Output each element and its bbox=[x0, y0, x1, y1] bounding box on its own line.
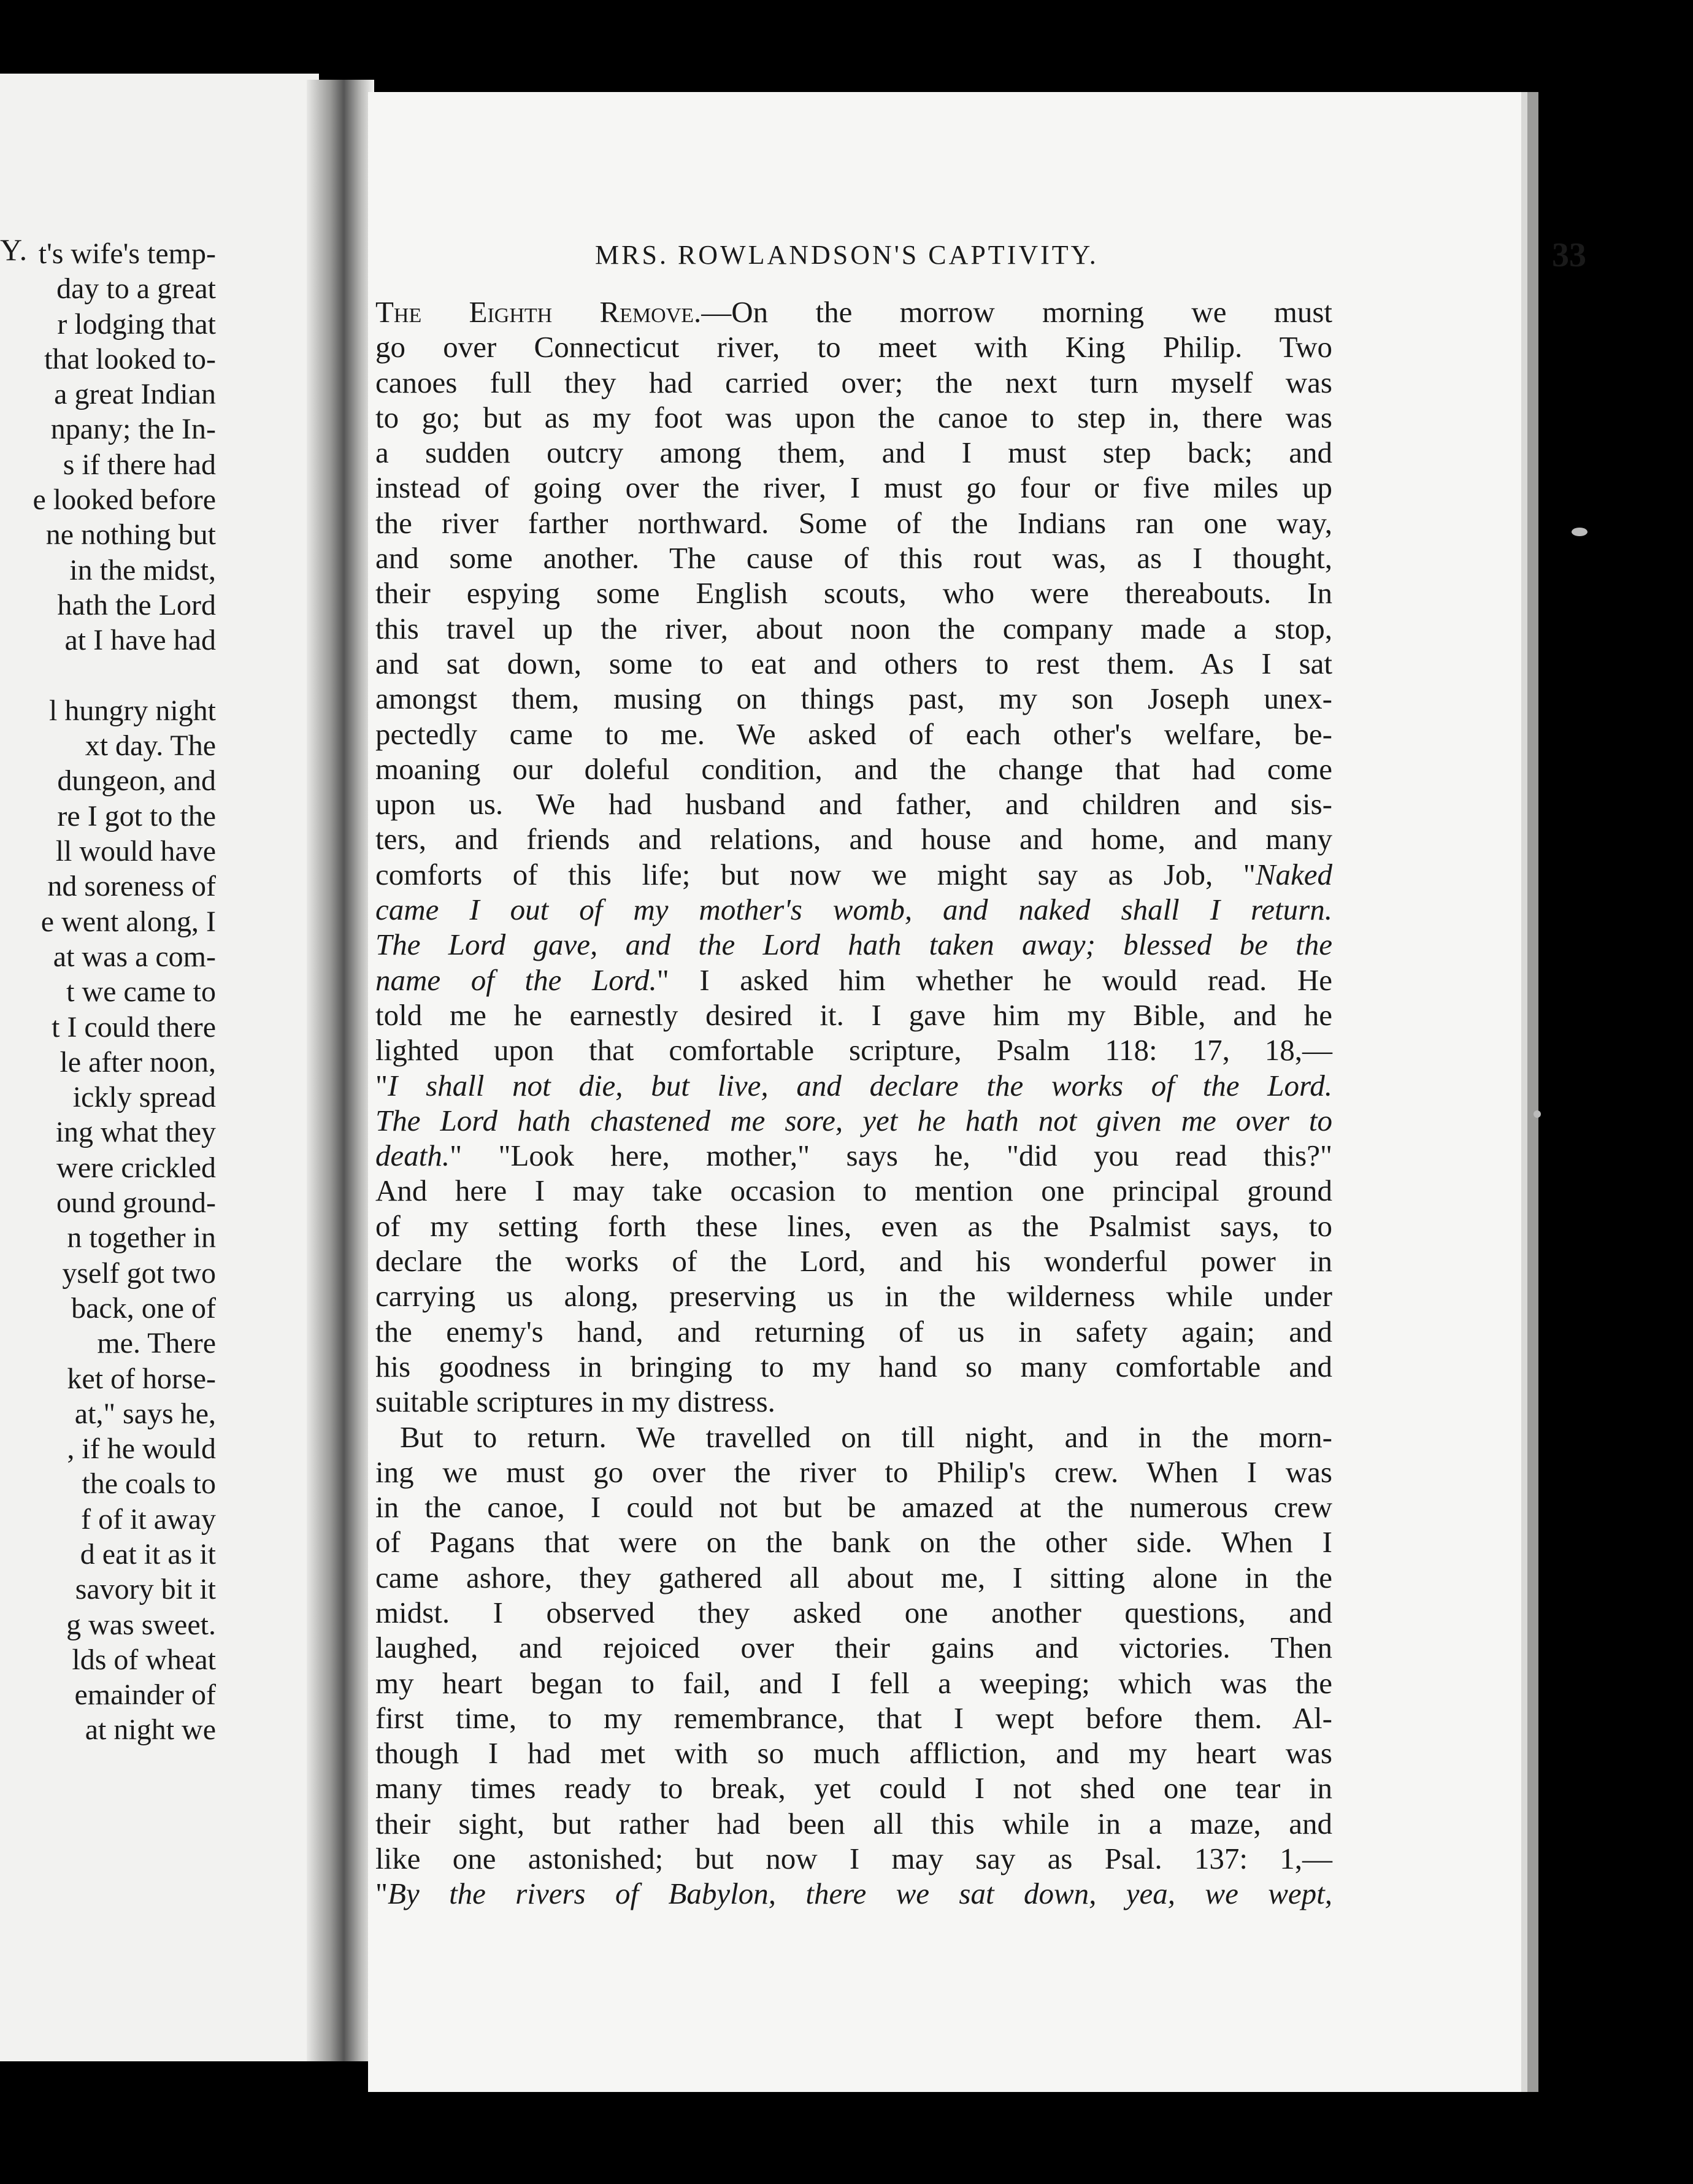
italic-run: name of the Lord. bbox=[375, 963, 657, 997]
left-page-line: le after noon, bbox=[60, 1045, 216, 1079]
text-run: my heart began to fail, and I fell a weeping; which was the bbox=[375, 1666, 1332, 1700]
left-page-line: the coals to bbox=[82, 1467, 216, 1501]
text-run: in the canoe, I could not but be amazed at the numerous crew bbox=[375, 1490, 1332, 1525]
left-page-line: ne nothing but bbox=[45, 518, 216, 552]
text-run: go over Connecticut river, to meet with King Philip. Two bbox=[375, 330, 1332, 364]
text-run: comforts of this life; but now we might say as Job, " bbox=[375, 857, 1256, 891]
text-line bbox=[375, 1560, 1332, 1595]
left-page-line: me. There bbox=[97, 1327, 216, 1360]
text-run: their espying some English scouts, who were thereabouts. In bbox=[375, 576, 1332, 610]
text-run: —On the morrow morning we must bbox=[701, 295, 1333, 329]
text-run: many times ready to break, yet could I not shed one tear in bbox=[375, 1771, 1332, 1805]
text-run: pectedly came to me. We asked of each other's welfare, be- bbox=[375, 717, 1332, 751]
left-page-line: day to a great bbox=[56, 272, 216, 306]
left-page-line: xt day. The bbox=[85, 729, 216, 763]
text-run: this travel up the river, about noon the company made a stop, bbox=[375, 611, 1332, 645]
text-line bbox=[375, 1314, 1332, 1349]
book-gutter bbox=[307, 80, 374, 2061]
text-line bbox=[375, 927, 1332, 962]
text-run: " I asked him whether he would read. He bbox=[656, 963, 1333, 997]
text-line bbox=[375, 611, 1332, 646]
text-line bbox=[375, 998, 1332, 1032]
text-run: told me he earnestly desired it. I gave him my Bible, and he bbox=[375, 998, 1332, 1032]
left-page-line: emainder of bbox=[74, 1678, 216, 1712]
italic-run: came I out of my mother's womb, and naked shall I return. bbox=[375, 893, 1332, 927]
left-page-line: lds of wheat bbox=[72, 1643, 216, 1676]
left-page-line: t's wife's temp- bbox=[38, 237, 216, 270]
text-run: laughed, and rejoiced over their gains and victories. Then bbox=[375, 1631, 1332, 1665]
left-page-text bbox=[0, 236, 216, 1748]
body-text bbox=[375, 294, 1332, 1912]
text-line bbox=[375, 1244, 1332, 1278]
text-run: first time, to my remembrance, that I wept before them. Al- bbox=[375, 1701, 1332, 1735]
text-line bbox=[375, 857, 1332, 892]
text-line bbox=[375, 821, 1332, 856]
text-line bbox=[375, 470, 1332, 505]
text-line bbox=[375, 1771, 1332, 1805]
left-page-line bbox=[0, 658, 216, 693]
running-title: MRS. ROWLANDSON'S CAPTIVITY. bbox=[595, 240, 1099, 270]
text-line bbox=[375, 1806, 1332, 1841]
left-page-line: t I could there bbox=[52, 1010, 216, 1044]
left-page-line: at night we bbox=[85, 1713, 216, 1747]
text-run: like one astonished; but now I may say as Psal. 137: 1,— bbox=[375, 1842, 1332, 1876]
text-line bbox=[375, 1595, 1332, 1630]
text-run: his goodness in bringing to my hand so many comfortable and bbox=[375, 1349, 1332, 1383]
text-line bbox=[375, 786, 1332, 821]
text-run: instead of going over the river, I must go four or five miles up bbox=[375, 471, 1332, 505]
right-page bbox=[368, 92, 1586, 2092]
left-page-line: , if he would bbox=[67, 1432, 216, 1466]
left-page-line: g was sweet. bbox=[66, 1608, 216, 1641]
text-line bbox=[375, 681, 1332, 716]
text-line bbox=[375, 1068, 1332, 1103]
left-page-line: back, one of bbox=[71, 1291, 216, 1325]
text-run: of my setting forth these lines, even as the Psalmist says, to bbox=[375, 1209, 1332, 1243]
text-line bbox=[375, 1032, 1332, 1067]
left-page-line: ket of horse- bbox=[67, 1362, 216, 1395]
text-line bbox=[375, 400, 1332, 435]
left-page-line: s if there had bbox=[63, 448, 216, 481]
italic-run: Naked bbox=[1255, 857, 1332, 891]
left-page-line: n together in bbox=[67, 1221, 216, 1255]
speck bbox=[1534, 1110, 1541, 1118]
text-run: And here I may take occasion to mention one principal ground bbox=[375, 1174, 1332, 1208]
text-line bbox=[375, 1349, 1332, 1384]
text-run: though I had met with so much affliction, and my heart was bbox=[375, 1736, 1332, 1771]
text-line bbox=[375, 1490, 1332, 1525]
page-number: 33 bbox=[1552, 236, 1586, 274]
text-run: the enemy's hand, and returning of us in safety again; and bbox=[375, 1314, 1332, 1348]
section-heading: The Eighth Remove. bbox=[375, 295, 702, 329]
left-page-line: l hungry night bbox=[49, 694, 216, 727]
text-run: to go; but as my foot was upon the canoe to step in, there was bbox=[375, 400, 1332, 434]
text-line bbox=[375, 1841, 1332, 1876]
text-line bbox=[375, 646, 1332, 681]
left-running-header: Y. bbox=[0, 233, 29, 267]
text-line bbox=[375, 752, 1332, 786]
text-run: canoes full they had carried over; the next turn myself was bbox=[375, 365, 1332, 399]
left-page-line: e went along, I bbox=[40, 905, 216, 938]
text-run: and some another. The cause of this rout was, as I thought, bbox=[375, 541, 1332, 575]
left-page-line: re I got to the bbox=[57, 799, 216, 832]
text-line bbox=[375, 1701, 1332, 1736]
text-run: " "Look here, mother," says he, "did you read this?" bbox=[450, 1139, 1332, 1173]
left-page-line: d eat it as it bbox=[80, 1537, 216, 1571]
text-run: a sudden outcry among them, and I must step back; and bbox=[375, 436, 1332, 470]
text-line bbox=[375, 1420, 1332, 1455]
left-page-line: ing what they bbox=[55, 1116, 216, 1149]
left-page-line: that looked to- bbox=[44, 342, 216, 375]
left-page-line: a great Indian bbox=[54, 378, 216, 411]
text-line bbox=[375, 1455, 1332, 1490]
text-line bbox=[375, 435, 1332, 470]
left-page-line: at was a com- bbox=[53, 940, 216, 973]
text-run: midst. I observed they asked one another questions, and bbox=[375, 1595, 1332, 1629]
speck bbox=[1572, 528, 1587, 536]
left-page-line: t we came to bbox=[66, 975, 216, 1009]
left-page bbox=[0, 74, 319, 2061]
text-run: amongst them, musing on things past, my son Joseph unex- bbox=[375, 682, 1332, 716]
text-run: lighted upon that comfortable scripture, Psalm 118: 17, 18,— bbox=[375, 1033, 1332, 1067]
left-page-line: ound ground- bbox=[56, 1186, 216, 1220]
text-line bbox=[375, 1630, 1332, 1665]
text-run: carrying us along, preserving us in the wilderness while under bbox=[375, 1279, 1332, 1313]
text-line bbox=[375, 365, 1332, 400]
text-line bbox=[375, 1384, 1332, 1419]
italic-run: By the rivers of Babylon, there we sat down, yea, we wept, bbox=[388, 1877, 1332, 1911]
text-line bbox=[375, 329, 1332, 364]
text-line bbox=[375, 575, 1332, 610]
text-run: moaning our doleful condition, and the change that had come bbox=[375, 752, 1332, 786]
left-page-line: were crickled bbox=[56, 1151, 216, 1184]
text-line bbox=[375, 963, 1332, 998]
text-run: of Pagans that were on the bank on the other side. When I bbox=[375, 1525, 1332, 1559]
text-run: suitable scriptures in my distress. bbox=[375, 1385, 775, 1419]
left-page-line: at," says he, bbox=[74, 1397, 216, 1430]
text-run: " bbox=[375, 1068, 388, 1102]
left-page-line: ll would have bbox=[55, 835, 216, 868]
text-run: came ashore, they gathered all about me, I sitting alone in the bbox=[375, 1560, 1332, 1594]
left-page-line: r lodging that bbox=[57, 307, 216, 340]
left-page-line: dungeon, and bbox=[57, 764, 216, 798]
left-page-line: nd soreness of bbox=[47, 870, 216, 903]
text-run: upon us. We had husband and father, and children and sis- bbox=[375, 787, 1332, 821]
text-run: declare the works of the Lord, and his wonderful power in bbox=[375, 1244, 1332, 1278]
text-line bbox=[375, 1278, 1332, 1313]
text-run: ters, and friends and relations, and house and home, and many bbox=[375, 822, 1332, 856]
text-line bbox=[375, 1138, 1332, 1173]
text-line bbox=[375, 1103, 1332, 1138]
text-line bbox=[375, 294, 1332, 329]
text-line bbox=[375, 1736, 1332, 1771]
text-line bbox=[375, 540, 1332, 575]
text-run: and sat down, some to eat and others to rest them. As I sat bbox=[375, 646, 1332, 680]
left-page-line: npany; the In- bbox=[50, 413, 216, 446]
left-page-line: ickly spread bbox=[72, 1081, 216, 1114]
text-run: their sight, but rather had been all this while in a maze, and bbox=[375, 1806, 1332, 1840]
left-page-line: at I have had bbox=[64, 624, 216, 657]
italic-run: I shall not die, but live, and declare the works of the Lord. bbox=[388, 1068, 1332, 1102]
text-run: the river farther northward. Some of the Indians ran one way, bbox=[375, 506, 1332, 540]
text-run: But to return. We travelled on till night, and in the morn- bbox=[400, 1420, 1332, 1454]
text-line bbox=[375, 1209, 1332, 1244]
text-line bbox=[375, 1666, 1332, 1701]
italic-run: The Lord gave, and the Lord hath taken away; blessed be the bbox=[375, 928, 1332, 962]
text-line bbox=[375, 1525, 1332, 1559]
left-page-line: e looked before bbox=[33, 483, 216, 517]
text-line bbox=[375, 1876, 1332, 1911]
text-run: " bbox=[375, 1877, 388, 1911]
left-page-line: hath the Lord bbox=[57, 588, 216, 621]
left-page-line: in the midst, bbox=[69, 553, 216, 586]
left-page-line: f of it away bbox=[81, 1502, 216, 1536]
text-run: ing we must go over the river to Philip's crew. When I was bbox=[375, 1455, 1332, 1489]
italic-run: death. bbox=[375, 1139, 450, 1173]
left-page-line: yself got two bbox=[62, 1256, 216, 1290]
text-line bbox=[375, 1173, 1332, 1208]
text-line bbox=[375, 892, 1332, 927]
left-page-line: savory bit it bbox=[75, 1573, 216, 1606]
italic-run: The Lord hath chastened me sore, yet he hath not given me over to bbox=[375, 1103, 1332, 1137]
text-line bbox=[375, 506, 1332, 540]
text-line bbox=[375, 717, 1332, 752]
